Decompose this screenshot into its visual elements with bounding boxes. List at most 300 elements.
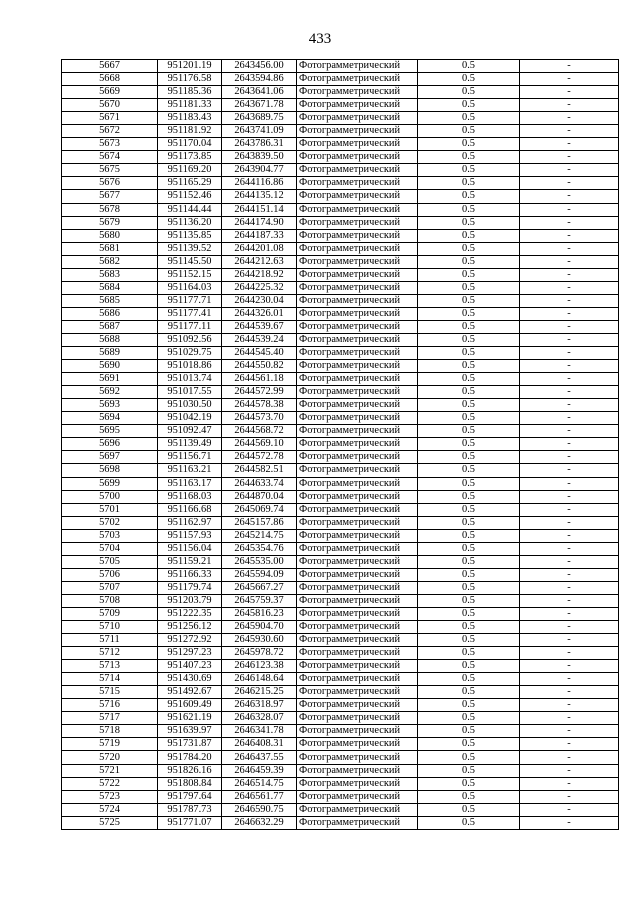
point-number-cell: 5713 [62,660,158,673]
accuracy-cell: 0.5 [418,60,520,73]
accuracy-cell: 0.5 [418,490,520,503]
accuracy-cell: 0.5 [418,112,520,125]
y-coordinate-cell: 2643456.00 [222,60,297,73]
y-coordinate-cell: 2645594.09 [222,568,297,581]
point-number-cell: 5686 [62,307,158,320]
y-coordinate-cell: 2644561.18 [222,373,297,386]
method-cell: Фотограмметрический [297,320,418,333]
description-cell: - [520,686,619,699]
x-coordinate-cell: 951013.74 [158,373,222,386]
table-row [62,438,619,451]
description-cell: - [520,581,619,594]
x-coordinate-cell: 951787.73 [158,803,222,816]
method-cell: Фотограмметрический [297,555,418,568]
x-coordinate-cell: 951157.93 [158,529,222,542]
point-number-cell: 5716 [62,699,158,712]
y-coordinate-cell: 2646632.29 [222,816,297,829]
method-cell: Фотограмметрический [297,307,418,320]
x-coordinate-cell: 951168.03 [158,490,222,503]
method-cell: Фотограмметрический [297,790,418,803]
y-coordinate-cell: 2646561.77 [222,790,297,803]
method-cell: Фотограмметрический [297,516,418,529]
table-row [62,777,619,790]
point-number-cell: 5722 [62,777,158,790]
point-number-cell: 5714 [62,673,158,686]
description-cell: - [520,516,619,529]
accuracy-cell: 0.5 [418,790,520,803]
accuracy-cell: 0.5 [418,725,520,738]
x-coordinate-cell: 951173.85 [158,151,222,164]
accuracy-cell: 0.5 [418,529,520,542]
method-cell: Фотограмметрический [297,99,418,112]
table-row [62,294,619,307]
table-row [62,86,619,99]
description-cell: - [520,438,619,451]
description-cell: - [520,647,619,660]
x-coordinate-cell: 951609.49 [158,699,222,712]
point-number-cell: 5675 [62,164,158,177]
point-number-cell: 5694 [62,412,158,425]
method-cell: Фотограмметрический [297,647,418,660]
accuracy-cell: 0.5 [418,412,520,425]
y-coordinate-cell: 2646514.75 [222,777,297,790]
point-number-cell: 5719 [62,738,158,751]
method-cell: Фотограмметрический [297,333,418,346]
description-cell: - [520,151,619,164]
y-coordinate-cell: 2644116.86 [222,177,297,190]
y-coordinate-cell: 2643904.77 [222,164,297,177]
description-cell: - [520,294,619,307]
y-coordinate-cell: 2644569.10 [222,438,297,451]
accuracy-cell: 0.5 [418,555,520,568]
point-number-cell: 5718 [62,725,158,738]
x-coordinate-cell: 951139.49 [158,438,222,451]
point-number-cell: 5688 [62,333,158,346]
accuracy-cell: 0.5 [418,816,520,829]
description-cell: - [520,725,619,738]
accuracy-cell: 0.5 [418,660,520,673]
x-coordinate-cell: 951826.16 [158,764,222,777]
description-cell: - [520,203,619,216]
y-coordinate-cell: 2645930.60 [222,634,297,647]
y-coordinate-cell: 2644135.12 [222,190,297,203]
point-number-cell: 5669 [62,86,158,99]
description-cell: - [520,164,619,177]
method-cell: Фотограмметрический [297,803,418,816]
accuracy-cell: 0.5 [418,373,520,386]
description-cell: - [520,607,619,620]
y-coordinate-cell: 2643741.09 [222,125,297,138]
description-cell: - [520,490,619,503]
y-coordinate-cell: 2643671.78 [222,99,297,112]
point-number-cell: 5724 [62,803,158,816]
method-cell: Фотограмметрический [297,177,418,190]
accuracy-cell: 0.5 [418,425,520,438]
point-number-cell: 5709 [62,607,158,620]
point-number-cell: 5668 [62,73,158,86]
accuracy-cell: 0.5 [418,712,520,725]
description-cell: - [520,673,619,686]
point-number-cell: 5725 [62,816,158,829]
y-coordinate-cell: 2645816.23 [222,607,297,620]
point-number-cell: 5682 [62,255,158,268]
accuracy-cell: 0.5 [418,99,520,112]
point-number-cell: 5681 [62,242,158,255]
point-number-cell: 5715 [62,686,158,699]
table-row [62,568,619,581]
table-row [62,725,619,738]
accuracy-cell: 0.5 [418,294,520,307]
x-coordinate-cell: 951092.56 [158,333,222,346]
point-number-cell: 5699 [62,477,158,490]
accuracy-cell: 0.5 [418,699,520,712]
method-cell: Фотограмметрический [297,399,418,412]
table-row [62,764,619,777]
accuracy-cell: 0.5 [418,568,520,581]
point-number-cell: 5710 [62,621,158,634]
accuracy-cell: 0.5 [418,803,520,816]
method-cell: Фотограмметрический [297,568,418,581]
accuracy-cell: 0.5 [418,777,520,790]
method-cell: Фотограмметрический [297,503,418,516]
method-cell: Фотограмметрический [297,229,418,242]
y-coordinate-cell: 2644578.38 [222,399,297,412]
x-coordinate-cell: 951042.19 [158,412,222,425]
description-cell: - [520,255,619,268]
point-number-cell: 5723 [62,790,158,803]
method-cell: Фотограмметрический [297,816,418,829]
table-row [62,347,619,360]
y-coordinate-cell: 2644582.51 [222,464,297,477]
point-number-cell: 5703 [62,529,158,542]
y-coordinate-cell: 2646437.55 [222,751,297,764]
y-coordinate-cell: 2645157.86 [222,516,297,529]
method-cell: Фотограмметрический [297,425,418,438]
y-coordinate-cell: 2644151.14 [222,203,297,216]
y-coordinate-cell: 2644187.33 [222,229,297,242]
table-row [62,99,619,112]
x-coordinate-cell: 951152.46 [158,190,222,203]
accuracy-cell: 0.5 [418,203,520,216]
y-coordinate-cell: 2646148.64 [222,673,297,686]
description-cell: - [520,125,619,138]
description-cell: - [520,333,619,346]
description-cell: - [520,451,619,464]
description-cell: - [520,660,619,673]
x-coordinate-cell: 951621.19 [158,712,222,725]
method-cell: Фотограмметрический [297,190,418,203]
accuracy-cell: 0.5 [418,764,520,777]
method-cell: Фотограмметрический [297,151,418,164]
x-coordinate-cell: 951162.97 [158,516,222,529]
table-row [62,542,619,555]
description-cell: - [520,138,619,151]
x-coordinate-cell: 951018.86 [158,360,222,373]
x-coordinate-cell: 951177.11 [158,320,222,333]
page-number: 433 [308,31,332,47]
table-row [62,451,619,464]
accuracy-cell: 0.5 [418,151,520,164]
y-coordinate-cell: 2645667.27 [222,581,297,594]
method-cell: Фотограмметрический [297,268,418,281]
x-coordinate-cell: 951164.03 [158,281,222,294]
y-coordinate-cell: 2646318.97 [222,699,297,712]
description-cell: - [520,621,619,634]
description-cell: - [520,816,619,829]
x-coordinate-cell: 951165.29 [158,177,222,190]
table-row [62,555,619,568]
method-cell: Фотограмметрический [297,490,418,503]
table-row [62,281,619,294]
accuracy-cell: 0.5 [418,164,520,177]
x-coordinate-cell: 951166.68 [158,503,222,516]
table-row [62,412,619,425]
x-coordinate-cell: 951156.71 [158,451,222,464]
table-row [62,503,619,516]
method-cell: Фотограмметрический [297,751,418,764]
description-cell: - [520,190,619,203]
point-number-cell: 5684 [62,281,158,294]
table-row [62,60,619,73]
x-coordinate-cell: 951177.41 [158,307,222,320]
accuracy-cell: 0.5 [418,438,520,451]
method-cell: Фотограмметрический [297,412,418,425]
method-cell: Фотограмметрический [297,347,418,360]
y-coordinate-cell: 2644572.78 [222,451,297,464]
description-cell: - [520,229,619,242]
accuracy-cell: 0.5 [418,581,520,594]
method-cell: Фотограмметрический [297,73,418,86]
point-number-cell: 5708 [62,594,158,607]
table-row [62,125,619,138]
description-cell: - [520,777,619,790]
point-number-cell: 5705 [62,555,158,568]
accuracy-cell: 0.5 [418,320,520,333]
method-cell: Фотограмметрический [297,360,418,373]
point-number-cell: 5671 [62,112,158,125]
y-coordinate-cell: 2645354.76 [222,542,297,555]
point-number-cell: 5706 [62,568,158,581]
x-coordinate-cell: 951017.55 [158,386,222,399]
accuracy-cell: 0.5 [418,542,520,555]
table-row [62,607,619,620]
table-row [62,386,619,399]
table-row [62,203,619,216]
method-cell: Фотограмметрический [297,529,418,542]
table-row [62,73,619,86]
description-cell: - [520,464,619,477]
accuracy-cell: 0.5 [418,190,520,203]
method-cell: Фотограмметрический [297,686,418,699]
method-cell: Фотограмметрический [297,712,418,725]
method-cell: Фотограмметрический [297,125,418,138]
table-body [62,60,619,830]
accuracy-cell: 0.5 [418,516,520,529]
description-cell: - [520,399,619,412]
description-cell: - [520,477,619,490]
y-coordinate-cell: 2643689.75 [222,112,297,125]
table-row [62,581,619,594]
accuracy-cell: 0.5 [418,333,520,346]
table-row [62,621,619,634]
table-row [62,673,619,686]
table-row [62,255,619,268]
y-coordinate-cell: 2644539.24 [222,333,297,346]
accuracy-cell: 0.5 [418,464,520,477]
method-cell: Фотограмметрический [297,138,418,151]
point-number-cell: 5683 [62,268,158,281]
point-number-cell: 5712 [62,647,158,660]
y-coordinate-cell: 2645535.00 [222,555,297,568]
x-coordinate-cell: 951185.36 [158,86,222,99]
x-coordinate-cell: 951139.52 [158,242,222,255]
table-row [62,634,619,647]
table-row [62,425,619,438]
y-coordinate-cell: 2646590.75 [222,803,297,816]
method-cell: Фотограмметрический [297,281,418,294]
point-number-cell: 5701 [62,503,158,516]
table-row [62,712,619,725]
y-coordinate-cell: 2645214.75 [222,529,297,542]
point-number-cell: 5678 [62,203,158,216]
point-number-cell: 5673 [62,138,158,151]
description-cell: - [520,568,619,581]
method-cell: Фотограмметрический [297,112,418,125]
description-cell: - [520,86,619,99]
description-cell: - [520,803,619,816]
x-coordinate-cell: 951784.20 [158,751,222,764]
point-number-cell: 5680 [62,229,158,242]
y-coordinate-cell: 2644212.63 [222,255,297,268]
x-coordinate-cell: 951177.71 [158,294,222,307]
description-cell: - [520,373,619,386]
table-row [62,112,619,125]
accuracy-cell: 0.5 [418,347,520,360]
point-number-cell: 5690 [62,360,158,373]
table-row [62,360,619,373]
method-cell: Фотограмметрический [297,634,418,647]
table-row [62,803,619,816]
accuracy-cell: 0.5 [418,268,520,281]
table-row [62,190,619,203]
point-number-cell: 5702 [62,516,158,529]
x-coordinate-cell: 951136.20 [158,216,222,229]
description-cell: - [520,242,619,255]
method-cell: Фотограмметрический [297,451,418,464]
x-coordinate-cell: 951029.75 [158,347,222,360]
x-coordinate-cell: 951163.17 [158,477,222,490]
accuracy-cell: 0.5 [418,177,520,190]
method-cell: Фотограмметрический [297,621,418,634]
y-coordinate-cell: 2644539.67 [222,320,297,333]
x-coordinate-cell: 951181.33 [158,99,222,112]
y-coordinate-cell: 2643839.50 [222,151,297,164]
x-coordinate-cell: 951159.21 [158,555,222,568]
description-cell: - [520,699,619,712]
y-coordinate-cell: 2644573.70 [222,412,297,425]
point-number-cell: 5721 [62,764,158,777]
table-row [62,177,619,190]
y-coordinate-cell: 2646408.31 [222,738,297,751]
description-cell: - [520,386,619,399]
description-cell: - [520,529,619,542]
method-cell: Фотограмметрический [297,777,418,790]
y-coordinate-cell: 2643641.06 [222,86,297,99]
y-coordinate-cell: 2645904.70 [222,621,297,634]
table-row [62,594,619,607]
table-row [62,738,619,751]
y-coordinate-cell: 2644568.72 [222,425,297,438]
accuracy-cell: 0.5 [418,673,520,686]
method-cell: Фотограмметрический [297,607,418,620]
point-number-cell: 5687 [62,320,158,333]
description-cell: - [520,99,619,112]
x-coordinate-cell: 951092.47 [158,425,222,438]
method-cell: Фотограмметрический [297,60,418,73]
y-coordinate-cell: 2646215.25 [222,686,297,699]
point-number-cell: 5696 [62,438,158,451]
description-cell: - [520,751,619,764]
point-number-cell: 5692 [62,386,158,399]
x-coordinate-cell: 951407.23 [158,660,222,673]
description-cell: - [520,412,619,425]
description-cell: - [520,320,619,333]
table-row [62,242,619,255]
method-cell: Фотограмметрический [297,660,418,673]
table-row [62,790,619,803]
table-row [62,751,619,764]
x-coordinate-cell: 951030.50 [158,399,222,412]
accuracy-cell: 0.5 [418,229,520,242]
description-cell: - [520,555,619,568]
description-cell: - [520,73,619,86]
coordinates-table [61,59,619,830]
table-row [62,516,619,529]
x-coordinate-cell: 951176.58 [158,73,222,86]
y-coordinate-cell: 2646123.38 [222,660,297,673]
y-coordinate-cell: 2644230.04 [222,294,297,307]
accuracy-cell: 0.5 [418,386,520,399]
x-coordinate-cell: 951201.19 [158,60,222,73]
method-cell: Фотограмметрический [297,738,418,751]
accuracy-cell: 0.5 [418,647,520,660]
point-number-cell: 5691 [62,373,158,386]
table-row [62,686,619,699]
table-row [62,529,619,542]
x-coordinate-cell: 951639.97 [158,725,222,738]
method-cell: Фотограмметрический [297,542,418,555]
y-coordinate-cell: 2644545.40 [222,347,297,360]
accuracy-cell: 0.5 [418,634,520,647]
table-row [62,164,619,177]
accuracy-cell: 0.5 [418,621,520,634]
y-coordinate-cell: 2645759.37 [222,594,297,607]
x-coordinate-cell: 951430.69 [158,673,222,686]
point-number-cell: 5679 [62,216,158,229]
x-coordinate-cell: 951797.64 [158,790,222,803]
accuracy-cell: 0.5 [418,360,520,373]
accuracy-cell: 0.5 [418,451,520,464]
point-number-cell: 5720 [62,751,158,764]
point-number-cell: 5693 [62,399,158,412]
table-row [62,816,619,829]
accuracy-cell: 0.5 [418,242,520,255]
accuracy-cell: 0.5 [418,751,520,764]
x-coordinate-cell: 951297.23 [158,647,222,660]
point-number-cell: 5717 [62,712,158,725]
method-cell: Фотограмметрический [297,725,418,738]
accuracy-cell: 0.5 [418,477,520,490]
